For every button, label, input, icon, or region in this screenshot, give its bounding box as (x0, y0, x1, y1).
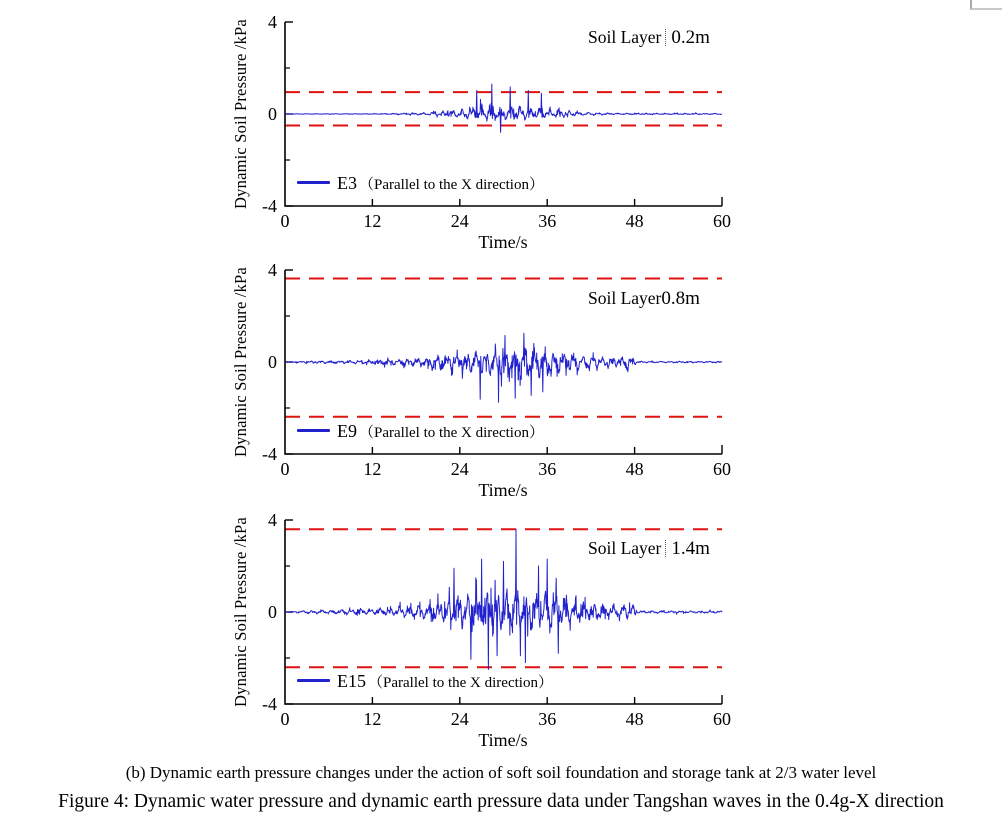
chart-title-label: Soil Layer (588, 288, 662, 308)
y-tick-label: -4 (262, 196, 277, 216)
legend-line-swatch (297, 181, 330, 184)
legend (297, 671, 553, 692)
pressure-chart-e9 (0, 258, 1002, 508)
x-tick-label: 0 (280, 211, 290, 231)
y-tick-label: -4 (262, 694, 277, 714)
x-tick-label: 24 (450, 709, 469, 729)
x-tick-label: 24 (450, 459, 469, 479)
legend-series-note: （Parallel to the X direction） (359, 425, 544, 441)
x-axis-title: Time/s (478, 232, 528, 252)
x-tick-label: 48 (625, 459, 644, 479)
title-cursor-artifact (665, 540, 666, 557)
x-tick-label: 36 (538, 709, 557, 729)
x-axis-title: Time/s (478, 730, 528, 750)
subfigure-caption: (b) Dynamic earth pressure changes under the action of soft soil foundation and storage tank at 2/3 water level (125, 763, 877, 782)
y-tick-label: 0 (268, 352, 277, 372)
pressure-chart-e15 (0, 508, 1002, 758)
chart-title-value: 1.4m (671, 538, 710, 559)
x-tick-label: 0 (280, 709, 290, 729)
x-axis-title: Time/s (478, 480, 528, 500)
chart-title-value: 0.8m (661, 288, 700, 309)
x-tick-label: 12 (363, 709, 382, 729)
title-cursor-artifact (665, 29, 666, 46)
figure-caption: Figure 4: Dynamic water pressure and dynamic earth pressure data under Tangshan waves in the 0.4g-X direction (58, 791, 944, 812)
x-tick-label: 36 (538, 459, 557, 479)
y-axis-title: Dynamic Soil Pressure /kPa (231, 267, 250, 457)
x-tick-label: 60 (713, 459, 731, 479)
pressure-chart-e3 (0, 10, 1002, 260)
y-tick-label: -4 (262, 444, 277, 464)
chart-title-value: 0.2m (671, 27, 710, 48)
legend-line-swatch (297, 679, 330, 682)
x-tick-label: 12 (363, 459, 382, 479)
x-tick-label: 12 (363, 211, 382, 231)
y-tick-label: 4 (268, 510, 277, 530)
y-tick-label: 4 (268, 12, 277, 32)
y-axis-title: Dynamic Soil Pressure /kPa (231, 517, 250, 707)
legend-series-id: E15 (337, 671, 366, 691)
x-tick-label: 48 (625, 709, 644, 729)
x-tick-label: 24 (450, 211, 469, 231)
chart-title (588, 538, 710, 560)
y-tick-label: 4 (268, 260, 277, 280)
y-tick-label: 0 (268, 104, 277, 124)
y-axis-title: Dynamic Soil Pressure /kPa (231, 19, 250, 209)
waveform-trace (285, 333, 722, 402)
legend-series-note: （Parallel to the X direction） (368, 675, 553, 691)
legend-line-swatch (297, 429, 330, 432)
x-tick-label: 60 (713, 211, 731, 231)
legend (297, 173, 544, 194)
chart-title (588, 288, 700, 310)
x-tick-label: 36 (538, 211, 557, 231)
legend-series-id: E9 (337, 421, 357, 441)
cropped-window-corner (970, 0, 1002, 10)
legend-series-note: （Parallel to the X direction） (359, 177, 544, 193)
x-tick-label: 0 (280, 459, 290, 479)
chart-title-label: Soil Layer (588, 538, 662, 558)
legend-series-id: E3 (337, 173, 357, 193)
legend (297, 421, 544, 442)
x-tick-label: 48 (625, 211, 644, 231)
y-tick-label: 0 (268, 602, 277, 622)
x-tick-label: 60 (713, 709, 731, 729)
chart-title-label: Soil Layer (588, 27, 662, 47)
chart-title (588, 27, 710, 49)
